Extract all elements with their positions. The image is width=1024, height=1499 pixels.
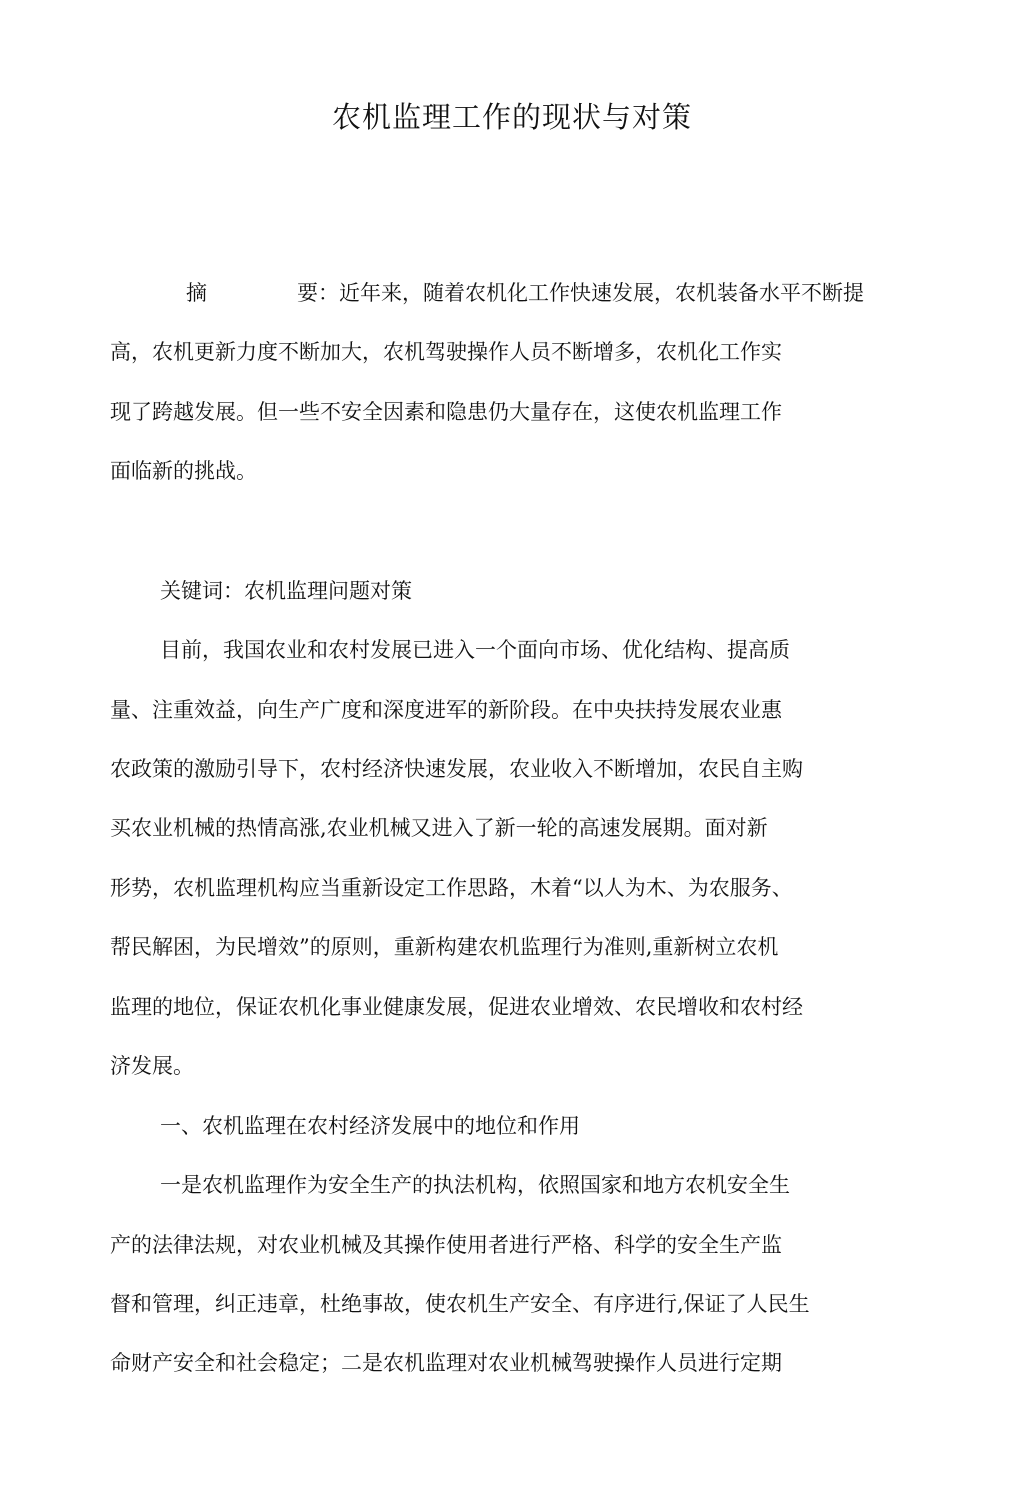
body-line: 产的法律法规，对农业机械及其操作使用者进行严格、科学的安全生产监	[110, 1233, 782, 1257]
keywords: 关键词：农机监理问题对策	[160, 579, 412, 603]
body-line: 监理的地位，保证农机化事业健康发展，促进农业增效、农民增收和农村经	[110, 995, 803, 1019]
body-line: 量、注重效益，向生产广度和深度进军的新阶段。在中央扶持发展农业惠	[110, 698, 782, 722]
body-line: 济发展。	[110, 1054, 194, 1078]
abstract-label-part1: 摘	[186, 281, 207, 305]
abstract-line: 近年来，随着农机化工作快速发展，农机装备水平不断提	[339, 281, 864, 305]
body-line: 督和管理，纠正违章，杜绝事故，使农机生产安全、有序进行,保证了人民生	[110, 1292, 810, 1316]
abstract-line: 面临新的挑战。	[110, 459, 257, 483]
section-heading: 一、农机监理在农村经济发展中的地位和作用	[160, 1114, 580, 1138]
body-line: 买农业机械的热情高涨,农业机械又进入了新一轮的高速发展期。面对新	[110, 816, 768, 840]
document-title: 农机监理工作的现状与对策	[331, 100, 692, 134]
body-line: 帮民解困，为民增效”的原则，重新构建农机监理行为准则,重新树立农机	[110, 935, 779, 959]
abstract-line: 现了跨越发展。但一些不安全因素和隐患仍大量存在，这使农机监理工作	[110, 400, 782, 424]
body-line: 命财产安全和社会稳定；二是农机监理对农业机械驾驶操作人员进行定期	[110, 1351, 782, 1375]
body-line: 形势，农机监理机构应当重新设定工作思路，木着“以人为木、为农服务、	[110, 876, 793, 900]
body-line: 目前，我国农业和农村发展已进入一个面向市场、优化结构、提高质	[160, 638, 790, 662]
abstract-label-part2: 要：	[297, 281, 339, 305]
body-line: 农政策的激励引导下，农村经济快速发展，农业收入不断增加，农民自主购	[110, 757, 803, 781]
body-line: 一是农机监理作为安全生产的执法机构，依照国家和地方农机安全生	[160, 1173, 790, 1197]
abstract-line: 高，农机更新力度不断加大，农机驾驶操作人员不断增多，农机化工作实	[110, 340, 782, 364]
